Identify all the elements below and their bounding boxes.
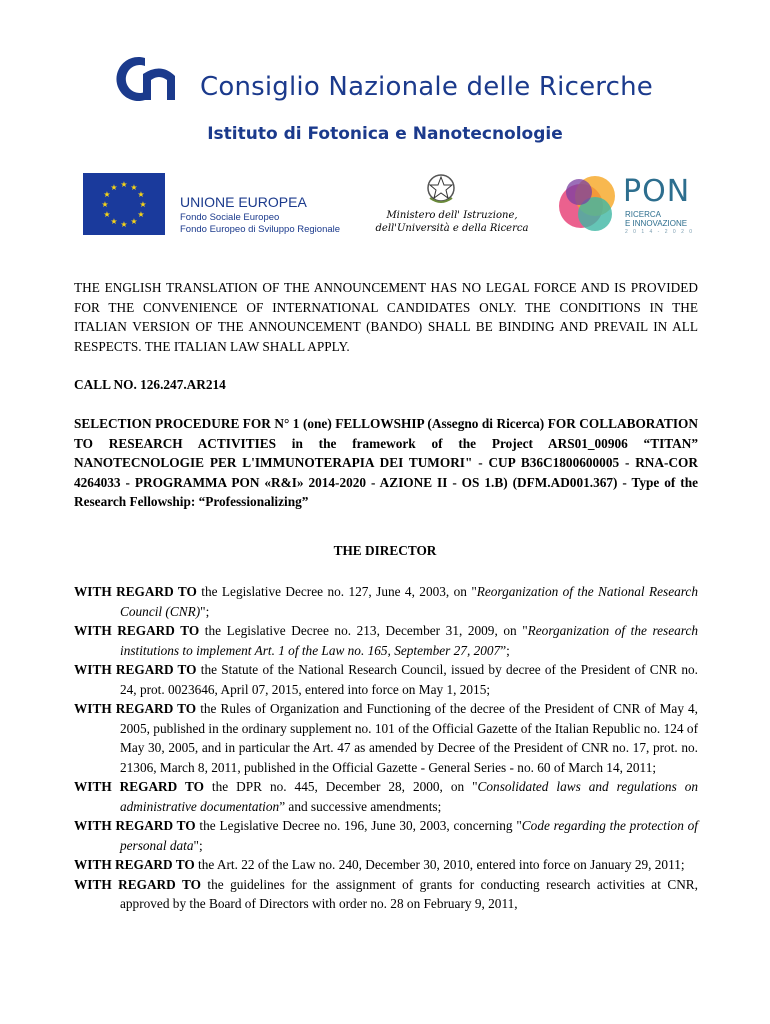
pon-logo-line2: E INNOVAZIONE [625, 219, 688, 228]
consideration-tail: "; [200, 603, 210, 619]
consideration-lead: WITH REGARD TO [74, 623, 200, 638]
pon-logo-icon [555, 170, 621, 236]
ministry-line2: dell'Università e della Ricerca [375, 223, 529, 234]
eu-logo-line1: Fondo Sociale Europeo [180, 212, 280, 223]
consideration-text: the Legislative Decree no. 127, June 4, 2003, on " [196, 584, 477, 599]
selection-title: SELECTION PROCEDURE FOR N° 1 (one) FELLOWSHIP (Assegno di Ricerca) FOR COLLABORATION TO RESEARCH ACTIVITIES in the framework of the Project ARS01_00906 “TITAN” NANOTECNOLOGIE PER L'IMMUNOTERAPIA DEI TUMORI" - CUP B36C1800600005 - RNA-COR 4264033 - PROGRAMMA PON «R&I» 2014-2020 - AZIONE II - OS 1.B) (DFM.AD001.367) - Type of the Research Fellowship: “Professionalizing” [74, 416, 698, 509]
svg-text:★: ★ [137, 190, 145, 199]
svg-text:★: ★ [110, 183, 118, 192]
svg-text:★: ★ [130, 183, 138, 192]
eu-flag-icon [83, 173, 165, 235]
consideration-lead: WITH REGARD TO [74, 584, 197, 599]
svg-text:★: ★ [103, 210, 111, 219]
disclaimer-paragraph: THE ENGLISH TRANSLATION OF THE ANNOUNCEMENT HAS NO LEGAL FORCE AND IS PROVIDED FOR THE CONVENIENCE OF INTERNATIONAL CANDIDATES ONLY. THE CONDITIONS IN THE ITALIAN VERSION OF THE ANNOUNCEMENT (BANDO) SHALL BE BINDING AND PREVAIL IN ALL RESPECTS. THE ITALIAN LAW SHALL APPLY. [74, 280, 698, 354]
consideration-text: the Rules of Organization and Functioning of the decree of the President of CNR of May 4, 2005, published in the ordinary supplement no. 101 of the Official Gazette of the Italian Republic no. 124 of May 30, 2005, and in particular the Art. 47 as amended by Decree of the President of CNR no. 17, prot. no. 21306, March 8, 2011, published in the Official Gazette - General Series - no. 60 of March 14, 2011; [120, 701, 698, 775]
consideration-lead: WITH REGARD TO [74, 818, 196, 833]
eu-logo-line2: Fondo Europeo di Sviluppo Regionale [180, 224, 341, 235]
consideration-italic: Code regarding the protection of personal data [120, 818, 698, 853]
consideration-tail: ” and successive amendments; [279, 798, 442, 814]
consideration-item [74, 621, 698, 660]
italian-emblem-icon [425, 172, 457, 206]
pon-logo-line3: 2 0 1 4 - 2 0 2 0 [625, 229, 695, 235]
consideration-lead: WITH REGARD TO [74, 876, 201, 892]
consideration-item [74, 582, 698, 621]
ministry-line1: Ministero dell' Istruzione, [386, 210, 518, 221]
consideration-italic: Consolidated laws and regulations on administrative documentation [120, 779, 699, 814]
consideration-item [74, 855, 698, 875]
svg-text:★: ★ [110, 217, 118, 226]
consideration-text: the Statute of the National Research Council, issued by decree of the President of CNR no. 24, prot. 0023646, April 07, 2015, entered into force on May 1, 2015; [120, 662, 698, 697]
consideration-italic: Reorganization of the research institutions to implement Art. 1 of the Law no. 165, September 27, 2007 [120, 623, 699, 658]
institute-name: Istituto di Fotonica e Nanotecnologie [207, 124, 563, 144]
consideration-lead: WITH REGARD TO [74, 857, 195, 872]
svg-text:★: ★ [120, 220, 128, 229]
eu-logo-title: UNIONE EUROPEA [180, 194, 307, 210]
cnr-logo-icon [115, 52, 183, 104]
svg-text:★: ★ [130, 217, 138, 226]
consideration-tail: "; [193, 837, 203, 853]
consideration-text: the DPR no. 445, December 28, 2000, on " [203, 779, 478, 794]
pon-logo-title: PON [623, 174, 691, 209]
consideration-item [74, 777, 698, 816]
call-number: CALL NO. 126.247.AR214 [74, 377, 226, 392]
consideration-lead: WITH REGARD TO [74, 662, 197, 677]
consideration-text: the Legislative Decree no. 213, December 31, 2009, on " [199, 623, 528, 638]
svg-text:★: ★ [120, 180, 128, 189]
organization-name: Consiglio Nazionale delle Ricerche [200, 72, 653, 102]
consideration-text: the Legislative Decree no. 196, June 30, 2003, concerning " [195, 818, 522, 833]
consideration-lead: WITH REGARD TO [74, 779, 204, 794]
considerations-list [74, 582, 698, 914]
svg-text:★: ★ [137, 210, 145, 219]
consideration-text: the guidelines for the assignment of grants for conducting research activities at CNR, approved by the Board of Directors with order no. 28 on February 9, 2011, [120, 876, 699, 911]
director-heading: THE DIRECTOR [333, 543, 437, 558]
consideration-item [74, 816, 698, 855]
svg-text:★: ★ [139, 200, 147, 209]
pon-logo-line1: RICERCA [625, 210, 662, 219]
consideration-text: the Art. 22 of the Law no. 240, December 30, 2010, entered into force on January 29, 2011; [194, 857, 685, 872]
consideration-item [74, 875, 698, 914]
svg-text:★: ★ [103, 190, 111, 199]
svg-text:★: ★ [101, 200, 109, 209]
consideration-lead: WITH REGARD TO [74, 701, 197, 716]
consideration-item [74, 699, 698, 777]
consideration-tail: ”; [500, 642, 510, 658]
consideration-item [74, 660, 698, 699]
consideration-italic: Reorganization of the National Research Council (CNR) [120, 584, 698, 619]
